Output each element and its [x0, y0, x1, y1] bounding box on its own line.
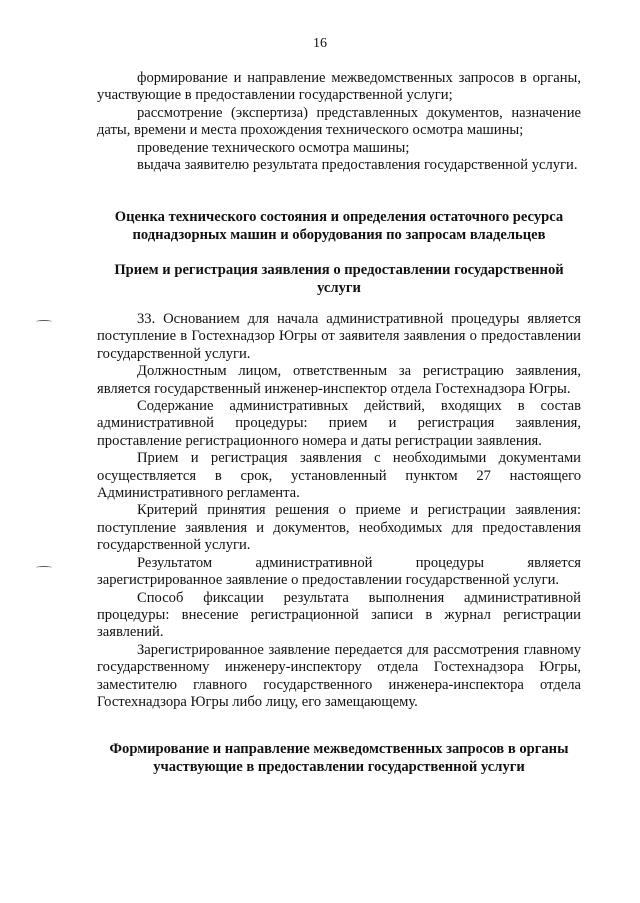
subsection-heading-block	[97, 262, 581, 297]
paragraph: Критерий принятия решения о приеме и регистрации заявления: поступление заявления и документов, необходимых для предоставления государственной услуги.	[97, 502, 581, 554]
paragraph: Способ фиксации результата выполнения административной процедуры: внесение регистрационной записи в журнал регистрации заявлений.	[97, 589, 581, 641]
margin-mark	[36, 566, 52, 569]
list-item: выдача заявителю результата предоставления государственной услуги.	[137, 157, 578, 174]
next-section-heading-block	[97, 741, 581, 776]
paragraph: Содержание административных действий, входящих в состав административной процедуры: прием и регистрация заявления, проставление регистрационного номера и даты регистрации заявления.	[97, 398, 581, 449]
list-item: рассмотрение (экспертиза) представленных документов, назначение даты, времени и места прохождения технического осмотра машины;	[97, 104, 581, 139]
next-section-heading: Формирование и направление межведомственных запросов в органы участвующие в предоставлении государственной услуги	[109, 741, 569, 775]
paragraph: Прием и регистрация заявления с необходимыми документами осуществляется в срок, установленный пунктом 27 настоящего Административного регламента.	[97, 450, 581, 502]
paragraph: Результатом административной процедуры является зарегистрированное заявление о предоставлении государственной услуги.	[97, 554, 581, 589]
list-item: формирование и направление межведомственных запросов в органы, участвующие в предоставлении государственной услуги;	[97, 70, 581, 104]
section-heading: Оценка технического состояния и определения остаточного ресурса поднадзорных машин и оборудования по запросам владельцев	[114, 209, 564, 243]
subsection-heading: Прием и регистрация заявления о предоставлении государственной услуги	[114, 262, 564, 296]
page-number: 16	[313, 36, 327, 51]
section-body	[97, 311, 581, 711]
paragraph: Зарегистрированное заявление передается для рассмотрения главному государственному инженеру-инспектору отдела Гостехнадзора Югры, заместителю главного государственного инженера-инспектора отдела Гостехнадзора Югры либо лицу, его замещающему.	[97, 641, 581, 710]
procedure-list	[97, 70, 581, 174]
paragraph: 33. Основанием для начала административной процедуры является поступление в Гостехнадзор Югры от заявителя заявления о предоставлении государственной услуги.	[97, 311, 581, 362]
paragraph: Должностным лицом, ответственным за регистрацию заявления, является государственный инженер-инспектор отдела Гостехнадзора Югры.	[97, 363, 581, 397]
margin-mark	[36, 320, 52, 323]
section-heading-block	[97, 209, 581, 244]
list-item: проведение технического осмотра машины;	[137, 139, 410, 156]
